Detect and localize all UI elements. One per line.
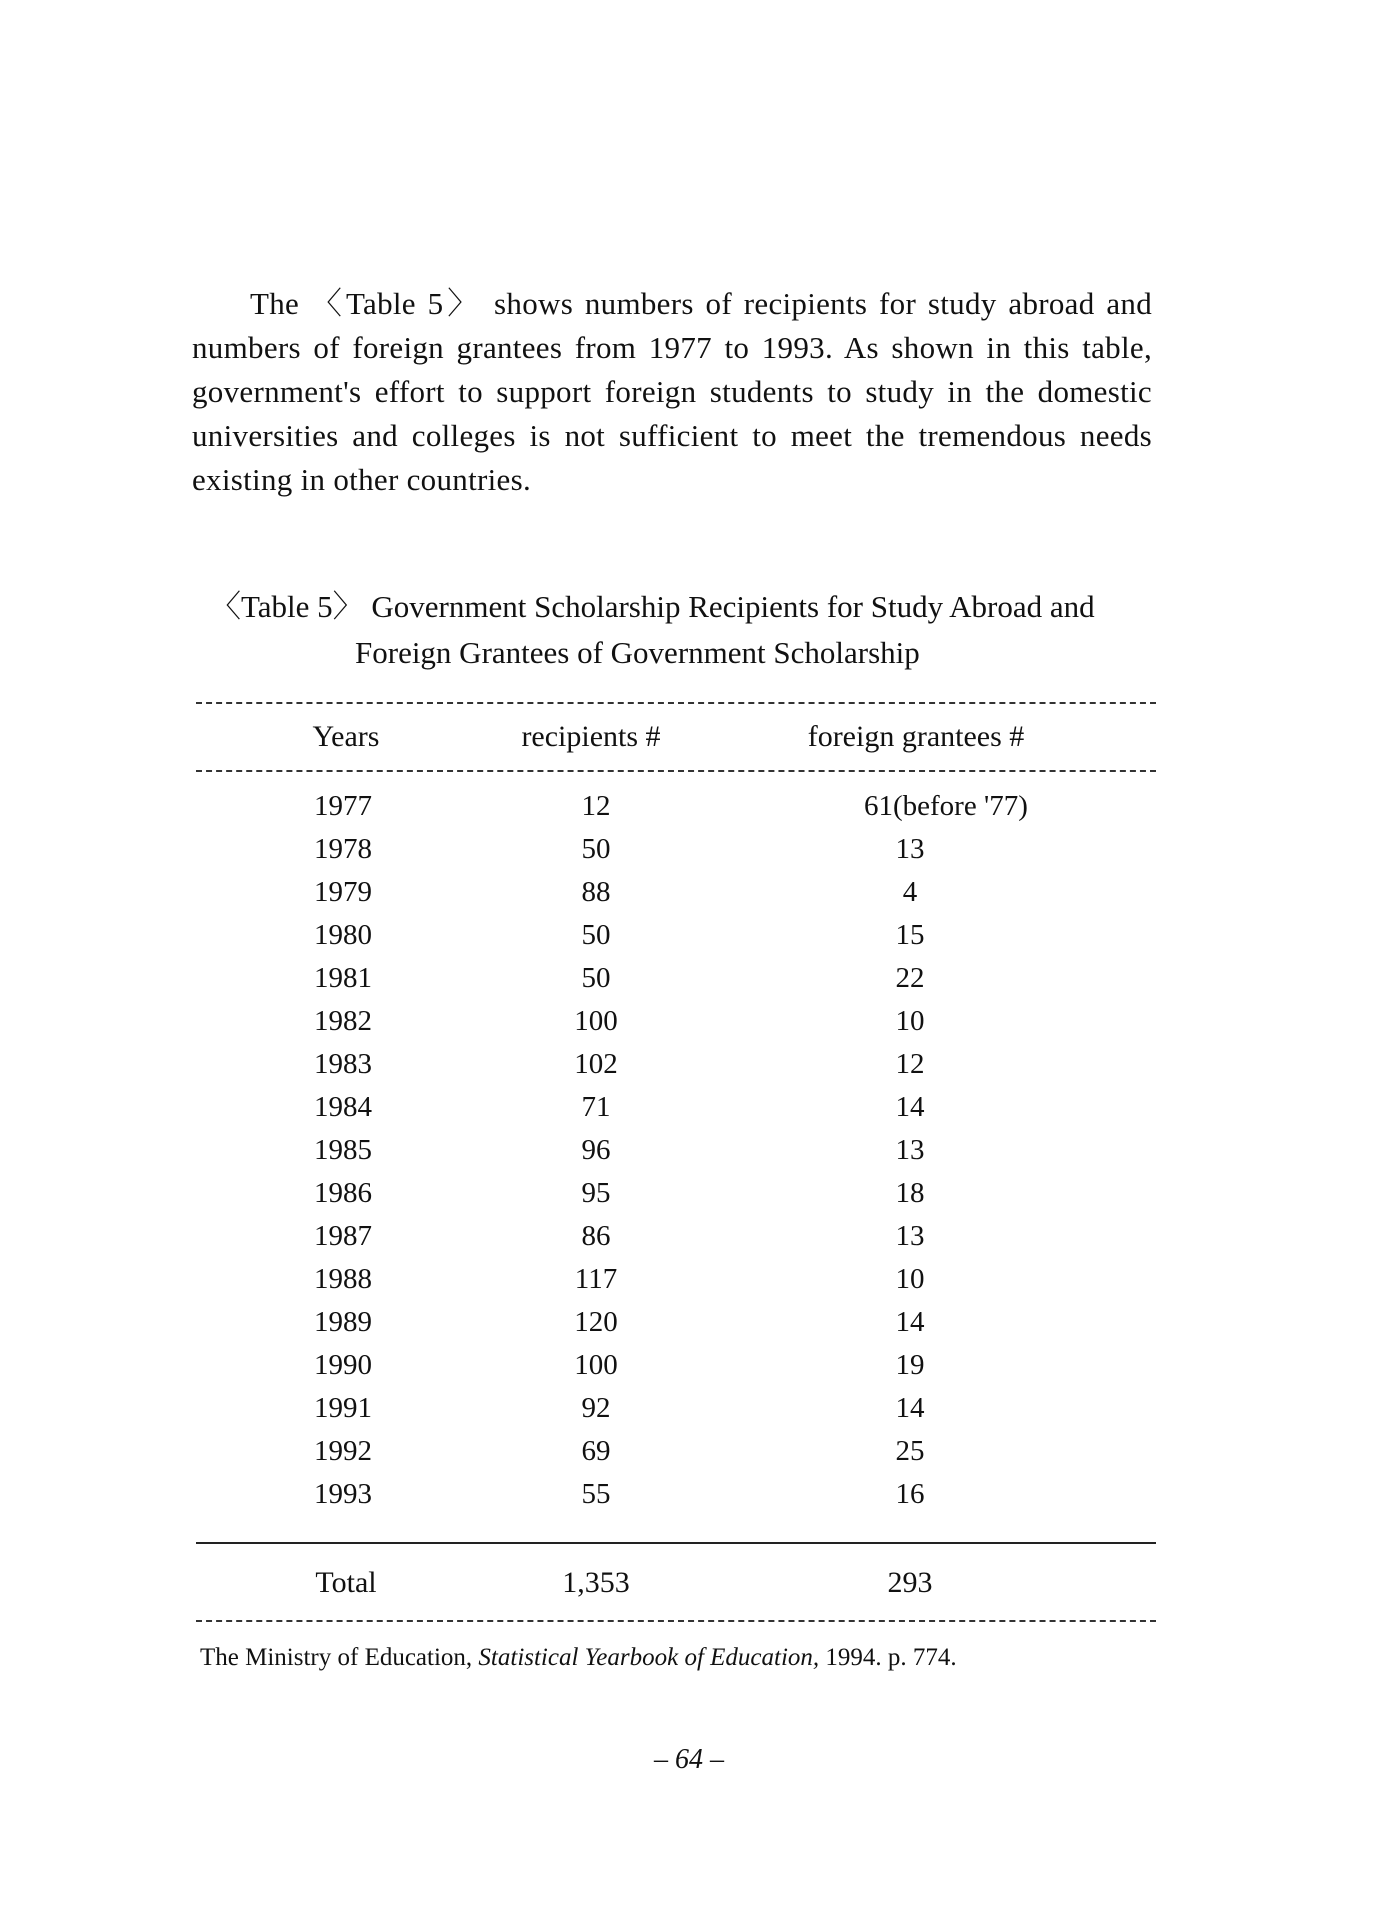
- page-number: – 64 –: [654, 1744, 724, 1775]
- cell-recipients: 96: [581, 1134, 611, 1166]
- cell-year: 1988: [314, 1263, 372, 1295]
- table-row: [196, 1435, 1156, 1478]
- cell-recipients: 71: [581, 1091, 611, 1123]
- source-suffix: 1994. p. 774.: [819, 1644, 957, 1671]
- table-bottom-rule: [196, 1620, 1156, 1622]
- cell-foreign-grantees: 13: [895, 1134, 925, 1166]
- cell-foreign-grantees: 16: [895, 1478, 925, 1510]
- cell-recipients: 100: [574, 1349, 618, 1381]
- table-row: [196, 1263, 1156, 1306]
- table-caption-line2: Foreign Grantees of Government Scholarship: [355, 635, 920, 670]
- source-prefix: The Ministry of Education,: [200, 1644, 479, 1671]
- table-row: [196, 1177, 1156, 1220]
- table-body-end-rule: [196, 1542, 1156, 1544]
- cell-foreign-grantees: 15: [895, 919, 925, 951]
- table-total-row: [196, 1566, 1156, 1609]
- cell-recipients: 50: [581, 833, 611, 865]
- cell-year: 1980: [314, 919, 372, 951]
- cell-foreign-grantees: 19: [895, 1349, 925, 1381]
- cell-year: 1989: [314, 1306, 372, 1338]
- table-header-row: [196, 720, 1156, 763]
- cell-year: 1977: [314, 790, 372, 822]
- header-recipients: recipients #: [521, 720, 661, 753]
- cell-year: 1987: [314, 1220, 372, 1252]
- cell-year: 1979: [314, 876, 372, 908]
- cell-year: 1986: [314, 1177, 372, 1209]
- table-header-rule: [196, 770, 1156, 772]
- cell-foreign-grantees: 14: [895, 1392, 925, 1424]
- cell-foreign-grantees: 14: [895, 1091, 925, 1123]
- cell-foreign-grantees: 13: [895, 1220, 925, 1252]
- total-recipients: 1,353: [562, 1566, 630, 1599]
- cell-recipients: 100: [574, 1005, 618, 1037]
- cell-recipients: 95: [581, 1177, 611, 1209]
- table-row: [196, 962, 1156, 1005]
- source-title: Statistical Yearbook of Education,: [478, 1644, 820, 1671]
- cell-foreign-grantees: 10: [895, 1005, 925, 1037]
- table-row: [196, 919, 1156, 962]
- cell-recipients: 102: [574, 1048, 618, 1080]
- table-row: [196, 1392, 1156, 1435]
- cell-year: 1983: [314, 1048, 372, 1080]
- cell-year: 1978: [314, 833, 372, 865]
- cell-recipients: 50: [581, 919, 611, 951]
- cell-foreign-grantees: 22: [895, 962, 925, 994]
- table-row: [196, 1478, 1156, 1521]
- cell-foreign-grantees: 18: [895, 1177, 925, 1209]
- cell-year: 1991: [314, 1392, 372, 1424]
- table-row: [196, 790, 1156, 833]
- table-row: [196, 833, 1156, 876]
- cell-recipients: 12: [581, 790, 611, 822]
- cell-year: 1992: [314, 1435, 372, 1467]
- cell-year: 1990: [314, 1349, 372, 1381]
- source-citation: [200, 1644, 957, 1672]
- cell-recipients: 92: [581, 1392, 611, 1424]
- cell-recipients: 50: [581, 962, 611, 994]
- table-row: [196, 1349, 1156, 1392]
- cell-recipients: 86: [581, 1220, 611, 1252]
- cell-foreign-grantees: 10: [895, 1263, 925, 1295]
- table-row: [196, 1134, 1156, 1177]
- cell-recipients: 55: [581, 1478, 611, 1510]
- cell-year: 1984: [314, 1091, 372, 1123]
- cell-foreign-grantees: 4: [902, 876, 918, 908]
- header-foreign-grantees: foreign grantees #: [807, 720, 1025, 753]
- table-top-rule: [196, 702, 1156, 704]
- total-foreign-grantees: 293: [887, 1566, 933, 1599]
- cell-foreign-grantees: 13: [895, 833, 925, 865]
- cell-foreign-grantees: 14: [895, 1306, 925, 1338]
- header-years: Years: [312, 720, 380, 753]
- intro-paragraph: The 〈Table 5〉 shows numbers of recipients for study abroad and numbers of foreign grantees from 1977 to 1993. As shown in this table, government's effort to support foreign students to study in the domestic universities and colleges is not sufficient to meet the tremendous needs existing in other countries.: [192, 286, 1152, 497]
- cell-recipients: 117: [574, 1263, 618, 1295]
- table-caption: [210, 584, 1170, 676]
- cell-year: 1985: [314, 1134, 372, 1166]
- cell-year: 1993: [314, 1478, 372, 1510]
- cell-foreign-grantees: 61(before '77): [864, 790, 1028, 822]
- cell-year: 1981: [314, 962, 372, 994]
- table-row: [196, 1220, 1156, 1263]
- cell-recipients: 69: [581, 1435, 611, 1467]
- cell-foreign-grantees: 12: [895, 1048, 925, 1080]
- cell-foreign-grantees: 25: [895, 1435, 925, 1467]
- cell-year: 1982: [314, 1005, 372, 1037]
- table-row: [196, 1048, 1156, 1091]
- cell-recipients: 120: [574, 1306, 618, 1338]
- table-caption-line1: 〈Table 5〉 Government Scholarship Recipients for Study Abroad and: [210, 589, 1095, 624]
- cell-recipients: 88: [581, 876, 611, 908]
- table-row: [196, 1306, 1156, 1349]
- table-row: [196, 876, 1156, 919]
- table-row: [196, 1005, 1156, 1048]
- total-label: Total: [315, 1566, 377, 1599]
- table-row: [196, 1091, 1156, 1134]
